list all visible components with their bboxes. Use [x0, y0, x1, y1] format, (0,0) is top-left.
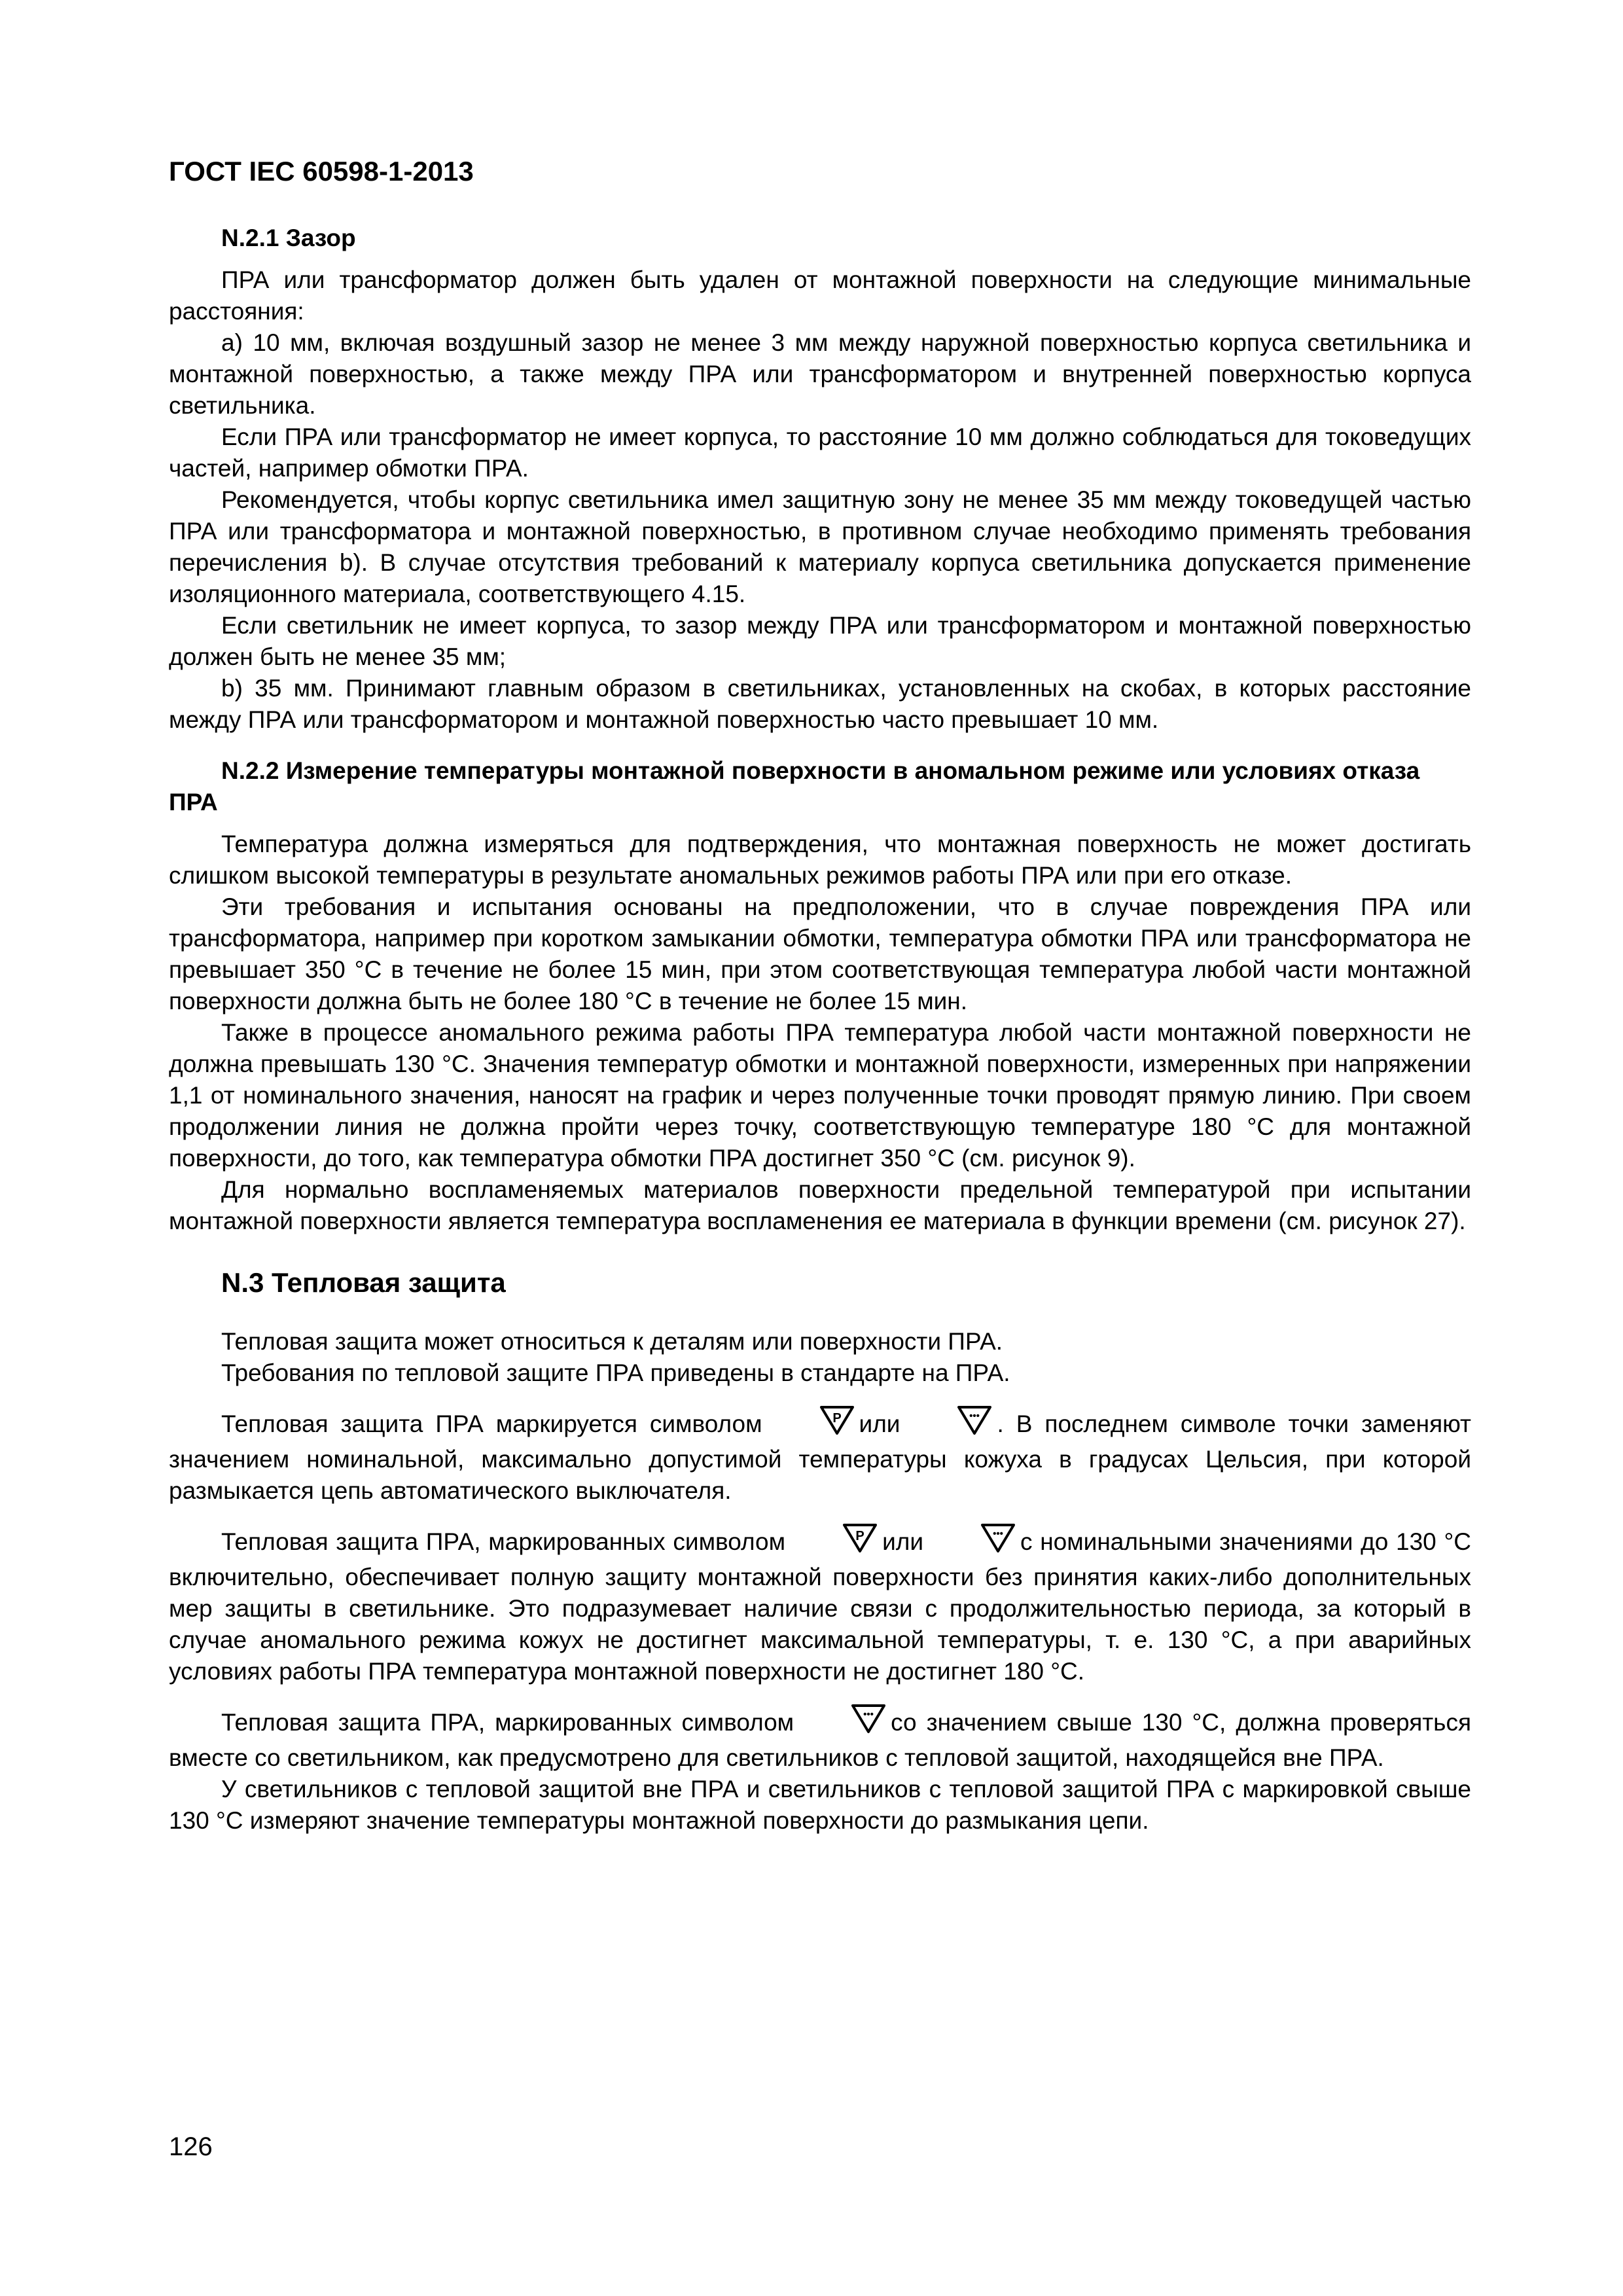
dots-mark: •••	[993, 1528, 1003, 1539]
page-number: 126	[169, 2132, 213, 2161]
text-run: или	[882, 1528, 923, 1555]
paragraph-symbols-2	[169, 1522, 1471, 1687]
section-heading-n-2-2: N.2.2 Измерение температуры монтажной поверхности в аномальном режиме или условиях отказа ПРА	[169, 757, 1420, 816]
thermal-protection-p-symbol-icon	[789, 1522, 878, 1562]
p-letter: P	[855, 1529, 865, 1543]
dots-mark: •••	[969, 1410, 980, 1422]
thermal-protection-dots-symbol-icon	[904, 1405, 993, 1444]
paragraph: Требования по тепловой защите ПРА приведены в стандарте на ПРА.	[221, 1359, 1010, 1386]
dots-mark: •••	[863, 1709, 874, 1720]
paragraph: Также в процессе аномального режима работы ПРА температура любой части монтажной поверхности не должна превышать 130 °С. Значения температур обмотки и монтажной поверхности, измеренных при напряжении 1,1 от номинального значения, наносят на график и через полученные точки проводят прямую линию. При своем продолжении линия не должна пройти через точку, соответствующую температуре 180 °С для монтажной поверхности, до того, как температура обмотки ПРА достигнет 350 °С (см. рисунок 9).	[169, 1019, 1471, 1172]
paragraph: а) 10 мм, включая воздушный зазор не менее 3 мм между наружной поверхностью корпуса светильника и монтажной поверхностью, а также между ПРА или трансформатором и внутренней поверхностью корпуса светильника.	[169, 329, 1471, 419]
text-run: с номинальными значениями до 130 °С включительно, обеспечивает полную защиту монтажной поверхности без принятия каких-либо дополнительных мер защиты в светильнике. Это подразумевает наличие связи с продолжительностью периода, за который в случае аномального режима кожух не достигнет максимальной температуры, т. е. 130 °С, а при аварийных условиях работы ПРА температура монтажной поверхности не достигнет 180 °С.	[169, 1528, 1471, 1685]
paragraph: b) 35 мм. Принимают главным образом в светильниках, установленных на скобах, в которых расстояние между ПРА или трансформатором и монтажной поверхностью часто превышает 10 мм.	[169, 675, 1471, 733]
p-letter: P	[832, 1411, 842, 1426]
thermal-protection-p-symbol-icon	[766, 1405, 855, 1444]
thermal-protection-dots-symbol-icon	[798, 1703, 887, 1742]
text-run: . В последнем символе точки заменяют значением номинальной, максимально допустимой температуры кожуха в градусах Цельсия, при которой размыкается цепь автоматического выключателя.	[169, 1410, 1472, 1504]
paragraph: Для нормально воспламеняемых материалов поверхности предельной температурой при испытании монтажной поверхности является температура воспламенения ее материала в функции времени (см. рисунок 27).	[169, 1176, 1471, 1234]
text-run: Тепловая защита ПРА маркируется символом	[221, 1410, 762, 1437]
paragraph: Рекомендуется, чтобы корпус светильника имел защитную зону не менее 35 мм между токоведущей частью ПРА или трансформатора и монтажной поверхностью, в противном случае необходимо применять требования перечисления b). В случае отсутствия требований к материалу корпуса светильника допускается применение изоляционного материала, соответствующего 4.15.	[169, 486, 1471, 607]
paragraph-symbols-3	[169, 1703, 1471, 1774]
paragraph: Если ПРА или трансформатор не имеет корпуса, то расстояние 10 мм должно соблюдаться для токоведущих частей, например обмотки ПРА.	[169, 423, 1471, 482]
text-run: Тепловая защита ПРА, маркированных символом	[221, 1528, 786, 1555]
paragraph: Тепловая защита может относиться к деталям или поверхности ПРА.	[221, 1328, 1003, 1355]
paragraph: ПРА или трансформатор должен быть удален от монтажной поверхности на следующие минимальные расстояния:	[169, 266, 1471, 325]
text-run: со значением свыше 130 °С, должна проверяться вместе со светильником, как предусмотрено для светильников с тепловой защитой, находящейся вне ПРА.	[169, 1709, 1471, 1771]
paragraph: Эти требования и испытания основаны на предположении, что в случае повреждения ПРА или трансформатора, например при коротком замыкании обмотки, температура обмотки ПРА или трансформатора не превышает 350 °С в течение не более 15 мин, при этом соответствующая температура любой части монтажной поверхности должна быть не более 180 °С в течение не более 15 мин.	[169, 893, 1471, 1014]
paragraph: Если светильник не имеет корпуса, то зазор между ПРА или трансформатором и монтажной поверхностью должен быть не менее 35 мм;	[169, 612, 1471, 670]
document-body	[169, 223, 1471, 1837]
document-code-header: ГОСТ IEC 60598-1-2013	[169, 156, 474, 187]
paragraph-symbols-1	[169, 1405, 1471, 1507]
text-run: Тепловая защита ПРА, маркированных символом	[221, 1709, 794, 1736]
paragraph: У светильников с тепловой защитой вне ПРА и светильников с тепловой защитой ПРА с маркировкой свыше 130 °С измеряют значение температуры монтажной поверхности до размыкания цепи.	[169, 1776, 1471, 1834]
section-heading-n-2-1: N.2.1 Зазор	[221, 224, 356, 251]
section-heading-n-3: N.3 Тепловая защита	[221, 1267, 506, 1298]
paragraph: Температура должна измеряться для подтверждения, что монтажная поверхность не может достигать слишком высокой температуры в результате аномальных режимов работы ПРА или при его отказе.	[169, 831, 1471, 889]
text-run: или	[859, 1410, 901, 1437]
thermal-protection-dots-symbol-icon	[927, 1522, 1016, 1562]
